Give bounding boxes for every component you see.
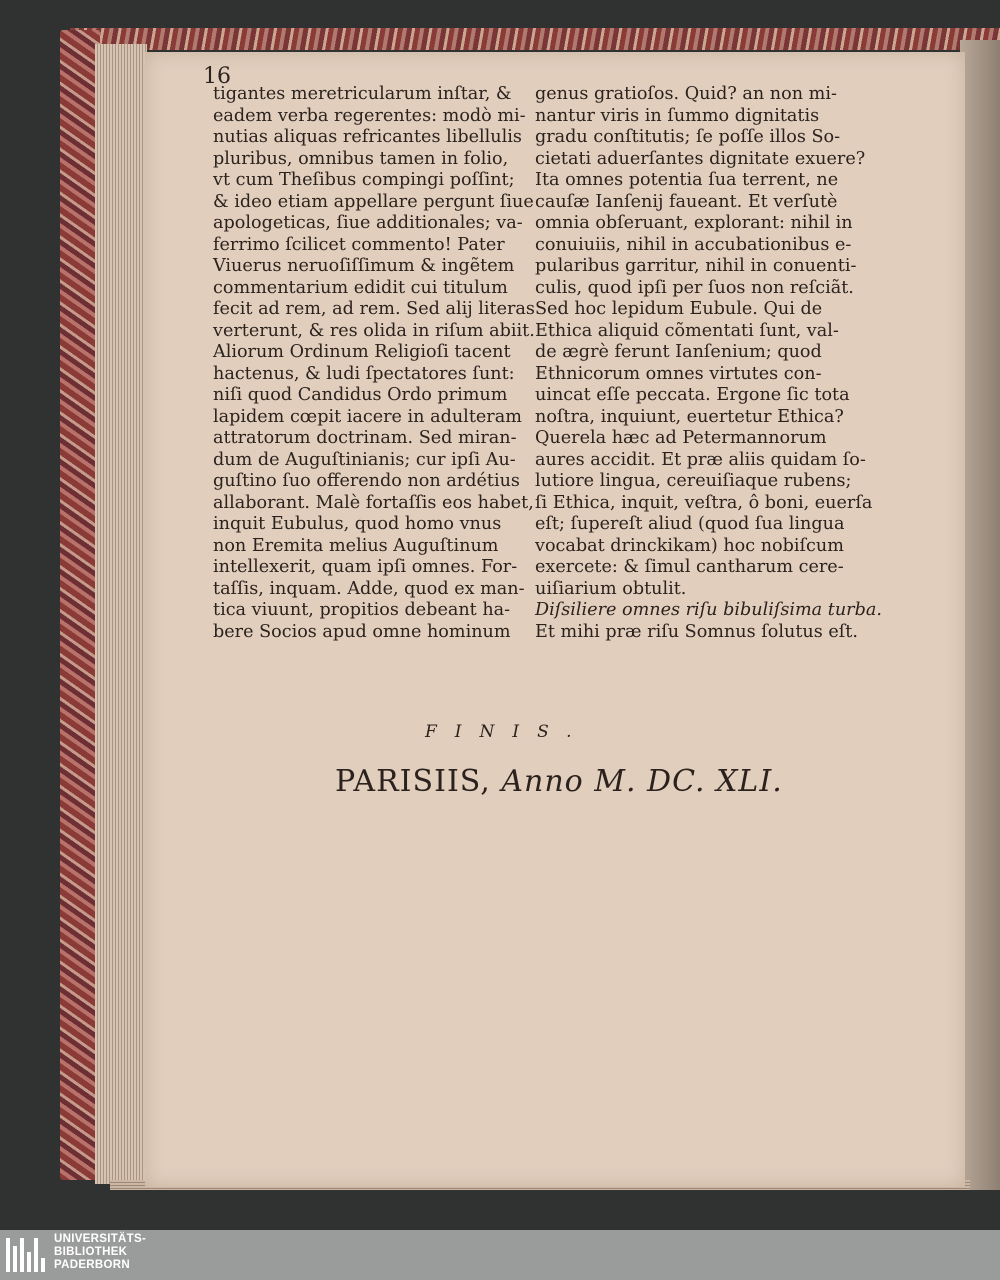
text-line: genus gratioſos. Quid? an non mi- [535, 84, 837, 104]
text-line: vt cum Theſibus compingi poſſint; [213, 170, 515, 190]
text-line: taſſis, inquam. Adde, quod ex man- [213, 578, 525, 599]
text-line: niſi quod Candidus Ordo primum [213, 385, 508, 405]
logo-line-3: PADERBORN [54, 1259, 130, 1271]
text-line: inquit Eubulus, quod homo vnus [213, 514, 502, 534]
text-line: cietati aduerſantes dignitate exuere? [535, 148, 866, 169]
text-line: lapidem cœpit iacere in adulteram [213, 406, 522, 427]
text-column-left [213, 84, 535, 643]
text-line: aures accidit. Et præ aliis quidam ſo- [535, 449, 866, 470]
library-logo-icon [6, 1238, 48, 1272]
text-line: bere Socios apud omne hominum [213, 621, 511, 642]
marbled-cover-left [60, 30, 100, 1180]
text-line: dum de Auguſtinianis; cur ipſi Au- [213, 449, 516, 470]
text-line: pluribus, omnibus tamen in folio, [213, 148, 509, 169]
library-logo-text [54, 1233, 146, 1272]
text-line: ſi Ethica, inquit, veſtra, ô boni, euerſa [535, 492, 873, 513]
text-line: Ethnicorum omnes virtutes con- [535, 363, 822, 384]
text-column-right [535, 84, 882, 643]
text-line: intellexerit, quam ipſi omnes. For- [213, 557, 518, 577]
book-edge-right [960, 40, 1000, 1190]
book-page [145, 52, 965, 1187]
imprint-date: Anno M. DC. XLI. [501, 764, 783, 799]
text-line: cauſæ Ianſenij faueant. Et verſutè [535, 191, 838, 212]
text-line: fecit ad rem, ad rem. Sed alij literas [213, 299, 535, 319]
text-line: non Eremita melius Auguſtinum [213, 535, 499, 556]
text-line: Querela hæc ad Petermannorum [535, 428, 827, 448]
text-line: tigantes meretricularum inſtar, & [213, 84, 512, 104]
imprint-line [335, 764, 783, 799]
text-line: uiſiarium obtulit. [535, 578, 687, 599]
text-line: apologeticas, ſiue additionales; va- [213, 213, 523, 233]
text-line: & ideo etiam appellare pergunt ſiue [213, 191, 534, 212]
text-line: allaborant. Malè fortaſſis eos habet, [213, 492, 534, 513]
text-line: Aliorum Ordinum Religioſi tacent [213, 342, 511, 362]
imprint-place: PARISIIS, [335, 764, 491, 799]
text-line: guſtino ſuo offerendo non ardétius [213, 471, 520, 491]
text-line: Sed hoc lepidum Eubule. Qui de [535, 299, 823, 319]
logo-line-2: BIBLIOTHEK [54, 1246, 128, 1258]
text-line: verterunt, & res olida in riſum abiit. [213, 320, 535, 341]
finis-heading: FINIS. [425, 722, 590, 742]
text-line: Et mihi præ riſu Somnus ſolutus eſt. [535, 621, 858, 642]
text-line: ferrimo ſcilicet commento! Pater [213, 234, 505, 255]
text-line: lutiore lingua, cereuiſiaque rubens; [535, 471, 852, 491]
text-line: eſt; ſupereſt aliud (quod ſua lingua [535, 514, 845, 534]
text-line: nantur viris in ſummo dignitatis [535, 105, 820, 126]
text-line: commentarium edidit cui titulum [213, 277, 508, 298]
text-line: omnia obſeruant, explorant: nihil in [535, 213, 853, 233]
text-line: Viuerus neruoſiſſimum & ingẽtem [213, 256, 515, 276]
text-line: exercete: & ſimul cantharum cere- [535, 557, 844, 577]
text-line: Diſsiliere omnes riſu bibuliſsima turba. [535, 600, 882, 620]
text-line: culis, quod ipſi per ſuos non reſciãt. [535, 277, 854, 298]
logo-line-1: UNIVERSITÄTS- [54, 1233, 147, 1245]
text-line: Ethica aliquid cõmentati ſunt, val- [535, 320, 839, 341]
text-line: nutias aliquas refricantes libellulis [213, 127, 522, 147]
text-line: noſtra, inquiunt, euertetur Ethica? [535, 406, 844, 427]
library-footer-bar [0, 1230, 1000, 1280]
page-stack-edge [95, 44, 147, 1184]
text-line: vocabat drinckikam) hoc nobiſcum [535, 535, 844, 556]
text-line: attratorum doctrinam. Sed miran- [213, 428, 517, 448]
text-line: hactenus, & ludi ſpectatores ſunt: [213, 363, 515, 384]
marbled-cover-top [70, 28, 1000, 50]
text-line: gradu conſtitutis; ſe poſſe illos So- [535, 127, 841, 147]
text-line: uincat eſſe peccata. Ergone ſic tota [535, 385, 850, 405]
page-number: 16 [203, 64, 231, 89]
text-line: tica viuunt, propitios debeant ha- [213, 600, 511, 620]
text-line: Ita omnes potentia ſua terrent, ne [535, 170, 839, 190]
text-line: de ægrè ferunt Ianſenium; quod [535, 342, 822, 362]
text-line: eadem verba regerentes: modò mi- [213, 105, 526, 126]
text-line: pularibus garritur, nihil in conuenti- [535, 256, 857, 276]
text-line: conuiuiis, nihil in accubationibus e- [535, 234, 852, 255]
